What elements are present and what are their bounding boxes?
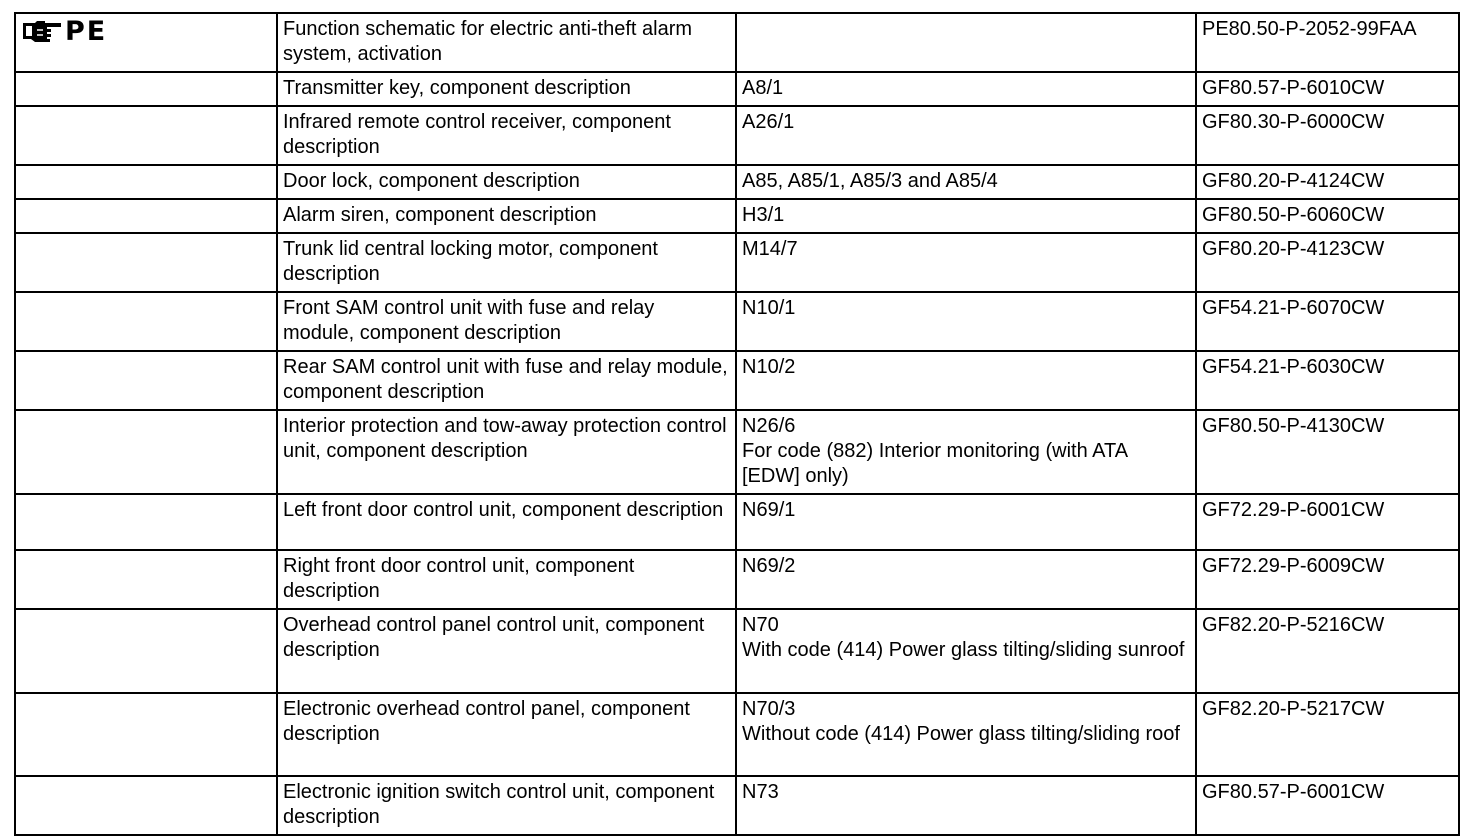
component-code: H3/1 (742, 204, 785, 226)
component-note: With code (414) Power glass tilting/sliding sunroof (742, 639, 1185, 661)
description-cell: Function schematic for electric anti-theft alarm system, activation (277, 13, 736, 72)
table-row (15, 351, 1459, 410)
description-cell: Door lock, component description (277, 165, 736, 199)
marker-cell (15, 292, 277, 351)
component-code: N69/1 (742, 499, 796, 521)
marker-cell (15, 776, 277, 835)
component-cell (736, 410, 1196, 494)
component-cell (736, 351, 1196, 410)
component-cell (736, 693, 1196, 776)
table-row (15, 233, 1459, 292)
document-cell[interactable]: GF80.20-P-4124CW (1196, 165, 1459, 199)
document-cell[interactable]: GF80.57-P-6010CW (1196, 72, 1459, 106)
document-cell[interactable]: GF54.21-P-6070CW (1196, 292, 1459, 351)
table-row (15, 494, 1459, 550)
marker-cell (15, 13, 277, 72)
component-cell (736, 165, 1196, 199)
document-cell[interactable]: GF80.50-P-6060CW (1196, 199, 1459, 233)
pointing-hand-icon (21, 19, 63, 45)
description-cell: Rear SAM control unit with fuse and relay module, component description (277, 351, 736, 410)
component-code: N26/6 (742, 415, 796, 437)
marker-cell (15, 199, 277, 233)
component-code: N10/2 (742, 356, 796, 378)
pe-label: PE (65, 16, 108, 47)
pe-marker (21, 17, 107, 47)
table-row (15, 776, 1459, 835)
table-row (15, 199, 1459, 233)
component-note: Without code (414) Power glass tilting/sliding roof (742, 723, 1180, 745)
component-code: A8/1 (742, 77, 784, 99)
component-code: A85, A85/1, A85/3 and A85/4 (742, 170, 998, 192)
document-cell[interactable]: GF72.29-P-6009CW (1196, 550, 1459, 609)
marker-cell (15, 410, 277, 494)
document-cell[interactable]: GF80.20-P-4123CW (1196, 233, 1459, 292)
description-cell: Right front door control unit, component description (277, 550, 736, 609)
marker-cell (15, 693, 277, 776)
document-cell[interactable]: GF80.30-P-6000CW (1196, 106, 1459, 165)
marker-cell (15, 351, 277, 410)
description-cell: Electronic overhead control panel, component description (277, 693, 736, 776)
marker-cell (15, 494, 277, 550)
description-cell: Transmitter key, component description (277, 72, 736, 106)
description-cell: Electronic ignition switch control unit, component description (277, 776, 736, 835)
marker-cell (15, 106, 277, 165)
table-row (15, 72, 1459, 106)
table-row (15, 165, 1459, 199)
component-code: M14/7 (742, 238, 798, 260)
table-row (15, 292, 1459, 351)
component-cell (736, 233, 1196, 292)
component-cell (736, 72, 1196, 106)
component-code: N70 (742, 614, 779, 636)
table-row (15, 410, 1459, 494)
component-code: N69/2 (742, 555, 796, 577)
marker-cell (15, 72, 277, 106)
document-cell[interactable]: PE80.50-P-2052-99FAA (1196, 13, 1459, 72)
table-row (15, 693, 1459, 776)
marker-cell (15, 165, 277, 199)
description-cell: Alarm siren, component description (277, 199, 736, 233)
marker-cell (15, 233, 277, 292)
component-cell (736, 550, 1196, 609)
component-code: N73 (742, 781, 779, 803)
reference-table (14, 12, 1460, 836)
description-cell: Infrared remote control receiver, component description (277, 106, 736, 165)
table-row (15, 550, 1459, 609)
document-cell[interactable]: GF72.29-P-6001CW (1196, 494, 1459, 550)
table-row (15, 106, 1459, 165)
description-cell: Front SAM control unit with fuse and relay module, component description (277, 292, 736, 351)
component-cell (736, 106, 1196, 165)
description-cell: Interior protection and tow-away protection control unit, component description (277, 410, 736, 494)
description-cell: Left front door control unit, component description (277, 494, 736, 550)
component-cell (736, 292, 1196, 351)
table-row (15, 609, 1459, 693)
document-cell[interactable]: GF82.20-P-5217CW (1196, 693, 1459, 776)
component-cell (736, 776, 1196, 835)
component-cell (736, 494, 1196, 550)
document-cell[interactable]: GF80.57-P-6001CW (1196, 776, 1459, 835)
table-body (15, 13, 1459, 835)
component-cell (736, 13, 1196, 72)
marker-cell (15, 609, 277, 693)
description-cell: Overhead control panel control unit, component description (277, 609, 736, 693)
component-code: N10/1 (742, 297, 796, 319)
component-code: N70/3 (742, 698, 796, 720)
document-cell[interactable]: GF82.20-P-5216CW (1196, 609, 1459, 693)
document-cell[interactable]: GF80.50-P-4130CW (1196, 410, 1459, 494)
document-cell[interactable]: GF54.21-P-6030CW (1196, 351, 1459, 410)
table-row (15, 13, 1459, 72)
component-code: A26/1 (742, 111, 795, 133)
description-cell: Trunk lid central locking motor, component description (277, 233, 736, 292)
component-cell (736, 199, 1196, 233)
marker-cell (15, 550, 277, 609)
component-note: For code (882) Interior monitoring (with ATA [EDW] only) (742, 440, 1127, 487)
component-cell (736, 609, 1196, 693)
